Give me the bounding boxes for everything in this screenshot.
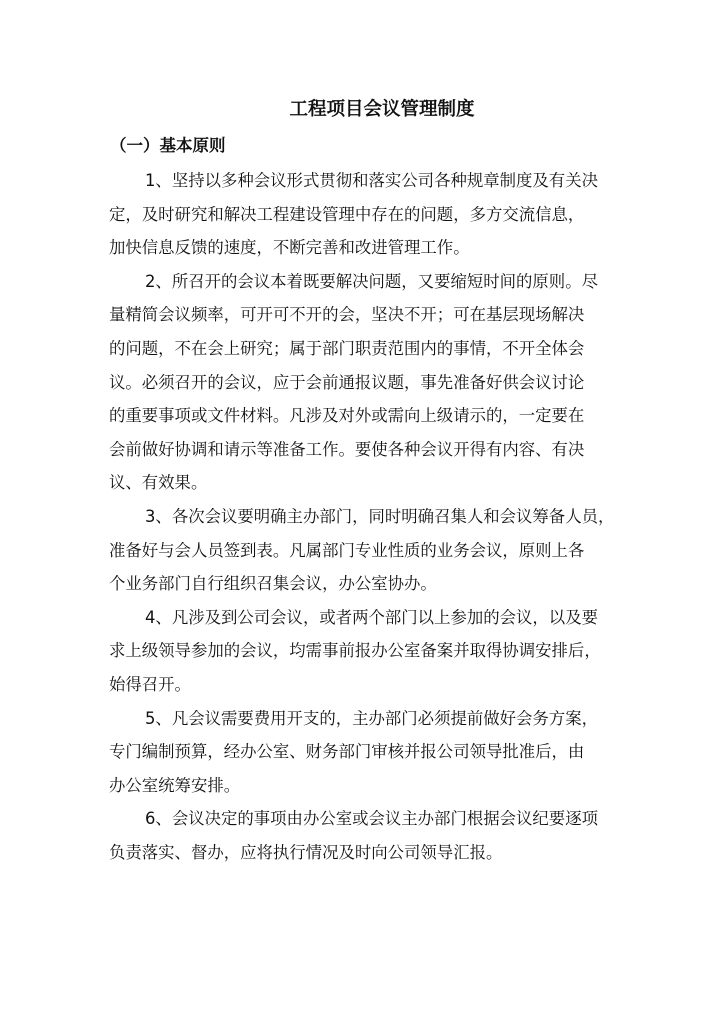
text-line: 量精简会议频率，可开可不开的会，坚决不开；可在基层现场解决 <box>109 305 585 325</box>
text-line: 4、凡涉及到公司会议，或者两个部门以上参加的会议，以及要 <box>145 607 598 627</box>
text-line: 个业务部门自行组织召集会议，办公室协办。 <box>109 574 437 594</box>
text-line: 专门编制预算，经办公室、财务部门审核并报公司领导批准后，由 <box>109 742 585 762</box>
text-line: 定，及时研究和解决工程建设管理中存在的问题，多方交流信息， <box>109 204 585 224</box>
text-line: 议。必须召开的会议，应于会前通报议题，事先准备好供会议讨论 <box>109 372 585 392</box>
paragraph-3 <box>109 500 649 601</box>
text-line: 2、所召开的会议本着既要解决问题，又要缩短时间的原则。尽 <box>145 271 598 291</box>
paragraph-6 <box>109 802 649 869</box>
text-line: 会前做好协调和请示等准备工作。要使各种会议开得有内容、有决 <box>109 439 585 459</box>
paragraph-5 <box>109 702 649 803</box>
text-line: 议、有效果。 <box>109 473 208 493</box>
text-line: 的重要事项或文件材料。凡涉及对外或需向上级请示的，一定要在 <box>109 406 585 426</box>
text-line: 5、凡会议需要费用开支的，主办部门必须提前做好会务方案， <box>145 708 598 728</box>
text-line: 3、各次会议要明确主办部门，同时明确召集人和会议筹备人员， <box>145 506 615 526</box>
text-line: 准备好与会人员签到表。凡属部门专业性质的业务会议，原则上各 <box>109 540 585 560</box>
text-line: 加快信息反馈的速度，不断完善和改进管理工作。 <box>109 238 470 258</box>
paragraph-1 <box>109 164 649 265</box>
document-body <box>109 164 649 869</box>
text-line: 1、坚持以多种会议形式贯彻和落实公司各种规章制度及有关决 <box>145 171 598 190</box>
text-line: 始得召开。 <box>109 674 191 694</box>
section-heading: （一）基本原则 <box>110 136 226 155</box>
text-line: 办公室统筹安排。 <box>109 775 241 795</box>
text-line: 的问题，不在会上研究；属于部门职责范围内的事情，不开全体会 <box>109 338 585 358</box>
text-line: 负责落实、督办，应将执行情况及时向公司领导汇报。 <box>109 842 503 862</box>
document-title: 工程项目会议管理制度 <box>289 99 475 120</box>
text-line: 求上级领导参加的会议，均需事前报办公室备案并取得协调安排后， <box>109 641 601 661</box>
paragraph-2 <box>109 265 649 500</box>
paragraph-4 <box>109 601 649 702</box>
text-line: 6、会议决定的事项由办公室或会议主办部门根据会议纪要逐项 <box>145 809 598 829</box>
